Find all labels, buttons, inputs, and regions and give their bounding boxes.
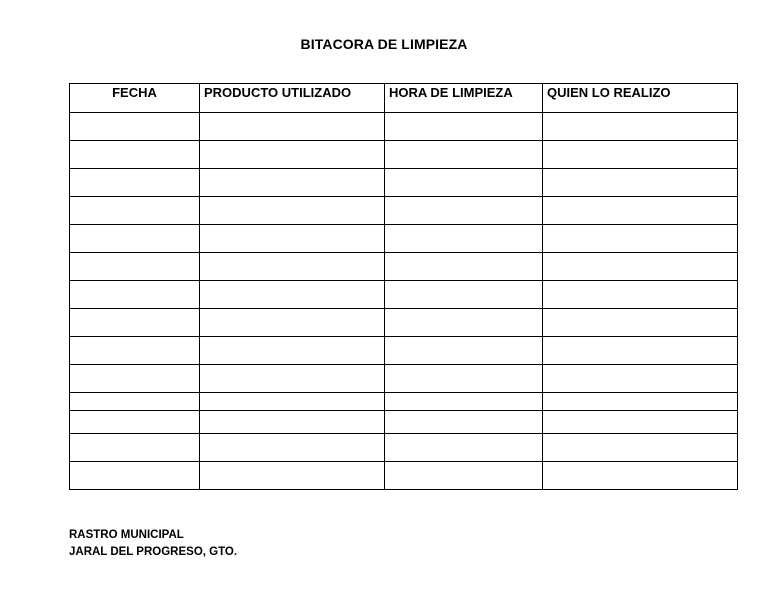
table-cell[interactable]: [200, 113, 385, 141]
table-cell[interactable]: [543, 462, 738, 490]
table-cell[interactable]: [543, 337, 738, 365]
table-cell[interactable]: [543, 281, 738, 309]
table-cell[interactable]: [543, 113, 738, 141]
table-row: [70, 434, 738, 462]
table-cell[interactable]: [385, 434, 543, 462]
table-cell[interactable]: [543, 169, 738, 197]
column-header-quien: QUIEN LO REALIZO: [543, 84, 738, 113]
table-row: [70, 113, 738, 141]
table-cell[interactable]: [385, 337, 543, 365]
table-row: [70, 141, 738, 169]
table-cell[interactable]: [543, 393, 738, 411]
table-cell[interactable]: [200, 281, 385, 309]
table-cell[interactable]: [70, 337, 200, 365]
table-cell[interactable]: [70, 197, 200, 225]
table-row: [70, 197, 738, 225]
table-cell[interactable]: [385, 197, 543, 225]
table-cell[interactable]: [543, 197, 738, 225]
cleaning-log-table: [69, 83, 738, 490]
table-header-row: [70, 84, 738, 113]
table-cell[interactable]: [385, 169, 543, 197]
table-row: [70, 225, 738, 253]
table-cell[interactable]: [70, 365, 200, 393]
table-cell[interactable]: [70, 309, 200, 337]
table-cell[interactable]: [70, 411, 200, 434]
table-cell[interactable]: [200, 309, 385, 337]
table-body: [70, 113, 738, 490]
table-row: [70, 169, 738, 197]
table-row: [70, 309, 738, 337]
column-header-producto: PRODUCTO UTILIZADO: [200, 84, 385, 113]
table-row: [70, 411, 738, 434]
table-cell[interactable]: [385, 225, 543, 253]
footer-organization: RASTRO MUNICIPAL: [69, 529, 184, 541]
table-cell[interactable]: [200, 253, 385, 281]
table-cell[interactable]: [200, 434, 385, 462]
document-title: BITACORA DE LIMPIEZA: [300, 36, 468, 52]
table-row: [70, 365, 738, 393]
table-cell[interactable]: [385, 113, 543, 141]
table-cell[interactable]: [70, 281, 200, 309]
table-cell[interactable]: [200, 462, 385, 490]
table-cell[interactable]: [70, 434, 200, 462]
table-cell[interactable]: [200, 225, 385, 253]
table-cell[interactable]: [385, 253, 543, 281]
table-row: [70, 462, 738, 490]
table-cell[interactable]: [543, 141, 738, 169]
table-cell[interactable]: [385, 411, 543, 434]
table-cell[interactable]: [70, 462, 200, 490]
table-cell[interactable]: [385, 365, 543, 393]
table-cell[interactable]: [70, 169, 200, 197]
table-cell[interactable]: [200, 365, 385, 393]
table-cell[interactable]: [70, 225, 200, 253]
table-row: [70, 281, 738, 309]
table-cell[interactable]: [200, 197, 385, 225]
table-cell[interactable]: [385, 309, 543, 337]
footer-location: JARAL DEL PROGRESO, GTO.: [69, 546, 238, 558]
table-cell[interactable]: [543, 411, 738, 434]
table-row: [70, 393, 738, 411]
table-cell[interactable]: [200, 337, 385, 365]
table-cell[interactable]: [70, 141, 200, 169]
table-cell[interactable]: [200, 411, 385, 434]
table-cell[interactable]: [70, 253, 200, 281]
footer: [69, 527, 237, 561]
table-cell[interactable]: [200, 141, 385, 169]
table-cell[interactable]: [70, 393, 200, 411]
table-cell[interactable]: [385, 462, 543, 490]
table-cell[interactable]: [200, 169, 385, 197]
column-header-fecha: FECHA: [70, 84, 200, 113]
table-cell[interactable]: [385, 393, 543, 411]
table-cell[interactable]: [543, 309, 738, 337]
table-cell[interactable]: [543, 365, 738, 393]
column-header-hora: HORA DE LIMPIEZA: [385, 84, 543, 113]
table-cell[interactable]: [70, 113, 200, 141]
table-cell[interactable]: [200, 393, 385, 411]
table-cell[interactable]: [543, 434, 738, 462]
table-row: [70, 337, 738, 365]
table-cell[interactable]: [385, 281, 543, 309]
table-row: [70, 253, 738, 281]
table-cell[interactable]: [543, 225, 738, 253]
table-cell[interactable]: [543, 253, 738, 281]
table-cell[interactable]: [385, 141, 543, 169]
